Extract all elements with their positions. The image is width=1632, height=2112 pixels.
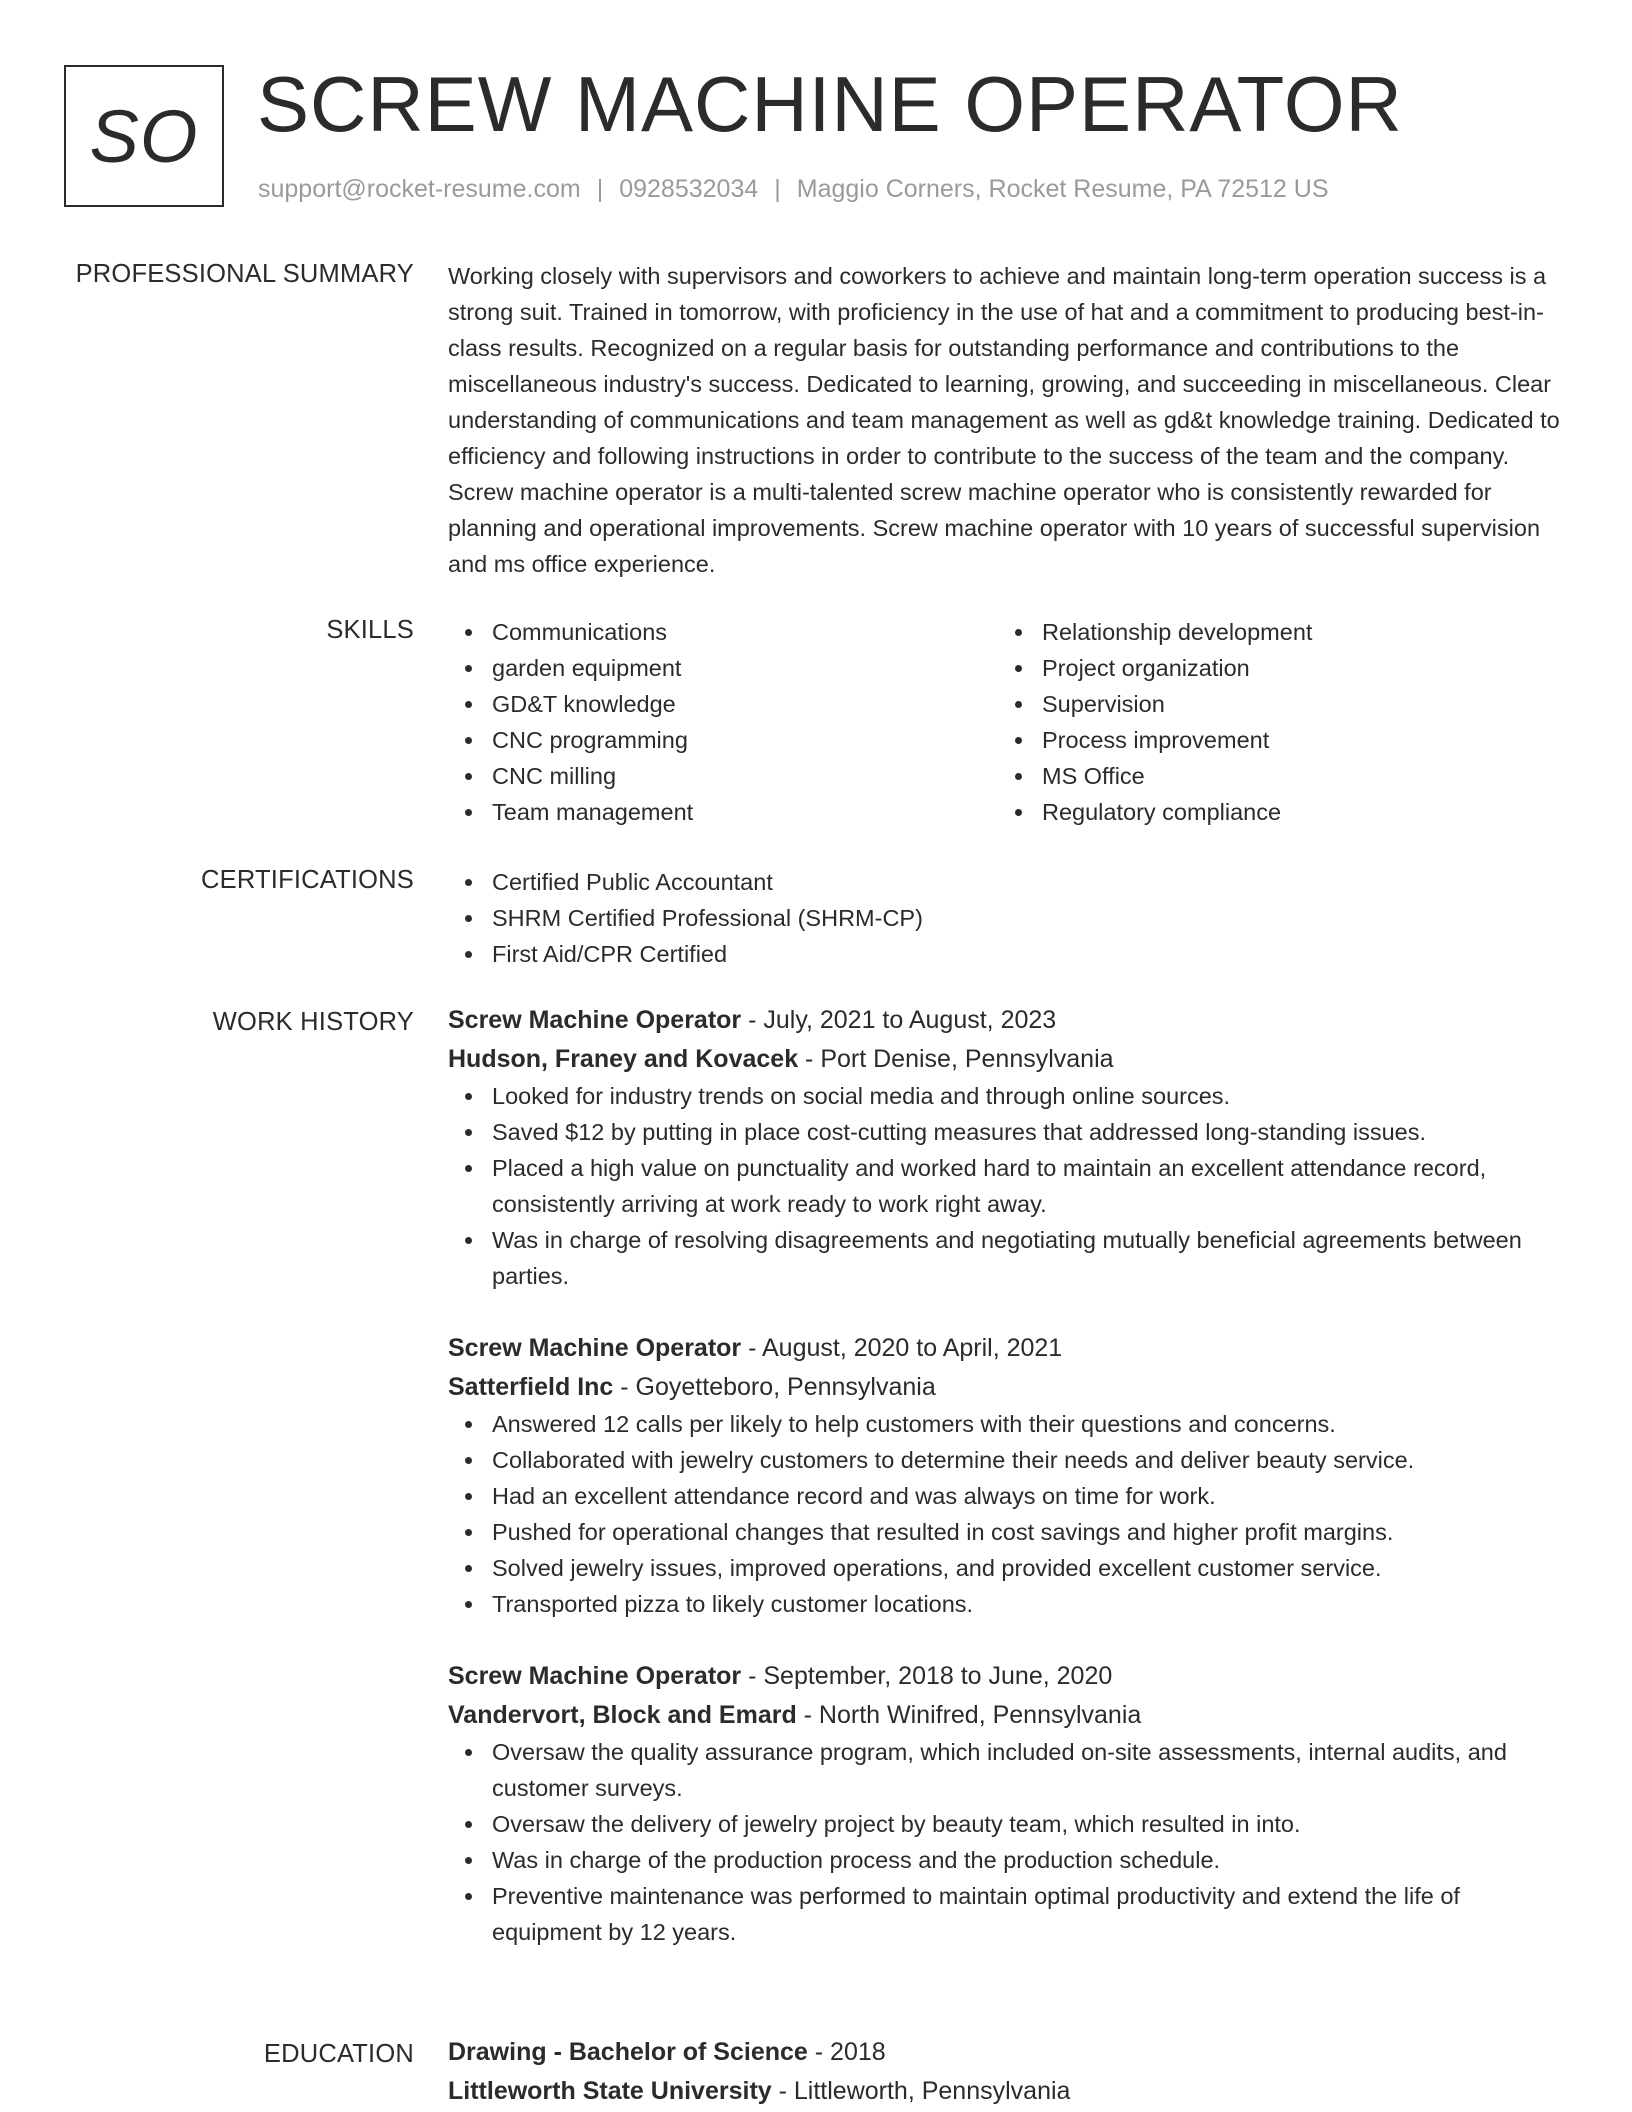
job-bullet: Was in charge of the production process and the production schedule.	[448, 1842, 1570, 1878]
job-bullet: Answered 12 calls per likely to help customers with their questions and concerns.	[448, 1406, 1570, 1442]
contact-email[interactable]: support@rocket-resume.com	[258, 175, 581, 203]
job-company: Vandervort, Block and Emard	[448, 1701, 797, 1729]
skill-item: Communications	[448, 614, 998, 650]
candidate-title: SCREW MACHINE OPERATOR	[257, 60, 1403, 148]
job-dates: - September, 2018 to June, 2020	[741, 1662, 1113, 1690]
job-title-line	[448, 1328, 1570, 1368]
job-bullet: Oversaw the delivery of jewelry project by beauty team, which resulted in into.	[448, 1806, 1570, 1842]
job-bullet: Was in charge of resolving disagreements and negotiating mutually beneficial agreements between parties.	[448, 1222, 1570, 1294]
certification-item: SHRM Certified Professional (SHRM-CP)	[448, 900, 1570, 936]
job-entry	[448, 1656, 1570, 1950]
job-bullet: Pushed for operational changes that resulted in cost savings and higher profit margins.	[448, 1514, 1570, 1550]
job-bullet: Had an excellent attendance record and was always on time for work.	[448, 1478, 1570, 1514]
job-company-line	[448, 1040, 1570, 1078]
job-bullet: Saved $12 by putting in place cost-cutting measures that addressed long-standing issues.	[448, 1114, 1570, 1150]
education-degree-line	[448, 2032, 1570, 2072]
skills-list-left	[448, 614, 998, 830]
skill-item: Supervision	[998, 686, 1548, 722]
section-label-education: EDUCATION	[263, 2040, 414, 2068]
job-entry	[448, 1328, 1570, 1622]
job-dates: - July, 2021 to August, 2023	[741, 1006, 1057, 1034]
job-dates: - August, 2020 to April, 2021	[741, 1334, 1063, 1362]
job-bullet: Looked for industry trends on social media and through online sources.	[448, 1078, 1570, 1114]
job-bullets	[448, 1734, 1570, 1950]
certification-item: Certified Public Accountant	[448, 864, 1570, 900]
summary-text: Working closely with supervisors and coworkers to achieve and maintain long-term operation success is a strong suit. Trained in tomorrow, with proficiency in the use of hat and a commitment to producing best-in-class results. Recognized on a regular basis for outstanding performance and contributions to the miscellaneous industry's success. Dedicated to learning, growing, and succeeding in miscellaneous. Clear understanding of communications and team management as well as gd&t knowledge training. Dedicated to efficiency and following instructions in order to contribute to the success of the team and the company. Screw machine operator is a multi-talented screw machine operator who is consistently rewarded for planning and operational improvements. Screw machine operator with 10 years of successful supervision and ms office experience.	[448, 263, 1560, 577]
education-year: - 2018	[807, 2038, 886, 2066]
section-label-summary: PROFESSIONAL SUMMARY	[75, 260, 414, 288]
job-location: - Port Denise, Pennsylvania	[798, 1045, 1114, 1073]
job-company: Satterfield Inc	[448, 1373, 614, 1401]
education-location: - Littleworth, Pennsylvania	[771, 2077, 1071, 2105]
education-degree: Drawing - Bachelor of Science	[448, 2038, 808, 2066]
job-location: - Goyetteboro, Pennsylvania	[613, 1373, 936, 1401]
monogram-badge: SO	[64, 65, 224, 207]
contact-line	[258, 174, 1329, 204]
job-bullet: Preventive maintenance was performed to maintain optimal productivity and extend the life of equipment by 12 years.	[448, 1878, 1570, 1950]
section-label-work-history: WORK HISTORY	[212, 1008, 414, 1036]
job-bullet: Placed a high value on punctuality and worked hard to maintain an excellent attendance record, consistently arriving at work ready to work right away.	[448, 1150, 1570, 1222]
skill-item: CNC milling	[448, 758, 998, 794]
skill-item: Regulatory compliance	[998, 794, 1548, 830]
section-label-skills: SKILLS	[326, 616, 414, 644]
education-school: Littleworth State University	[448, 2077, 772, 2105]
certification-item: First Aid/CPR Certified	[448, 936, 1570, 972]
skill-item: garden equipment	[448, 650, 998, 686]
contact-phone[interactable]: 0928532034	[619, 175, 759, 203]
job-bullets	[448, 1078, 1570, 1294]
section-label-certifications: CERTIFICATIONS	[201, 866, 414, 894]
job-bullet: Transported pizza to likely customer locations.	[448, 1586, 1570, 1622]
job-bullets	[448, 1406, 1570, 1622]
job-bullet: Oversaw the quality assurance program, which included on-site assessments, internal audits, and customer surveys.	[448, 1734, 1570, 1806]
job-title: Screw Machine Operator	[448, 1006, 742, 1034]
job-title: Screw Machine Operator	[448, 1662, 742, 1690]
certifications-list	[448, 864, 1570, 972]
skill-item: Project organization	[998, 650, 1548, 686]
job-title: Screw Machine Operator	[448, 1334, 742, 1362]
education-school-line	[448, 2072, 1570, 2110]
job-bullet: Collaborated with jewelry customers to determine their needs and deliver beauty service.	[448, 1442, 1570, 1478]
skill-item: Process improvement	[998, 722, 1548, 758]
job-title-line	[448, 1000, 1570, 1040]
job-bullet: Solved jewelry issues, improved operations, and provided excellent customer service.	[448, 1550, 1570, 1586]
job-company-line	[448, 1696, 1570, 1734]
skill-item: CNC programming	[448, 722, 998, 758]
contact-address: Maggio Corners, Rocket Resume, PA 72512 US	[796, 175, 1329, 203]
skill-item: Team management	[448, 794, 998, 830]
job-entry	[448, 1000, 1570, 1294]
contact-separator: |	[774, 175, 781, 203]
contact-separator: |	[596, 175, 604, 203]
skill-item: MS Office	[998, 758, 1548, 794]
job-company-line	[448, 1368, 1570, 1406]
job-company: Hudson, Franey and Kovacek	[448, 1045, 799, 1073]
skill-item: GD&T knowledge	[448, 686, 998, 722]
skills-list-right	[998, 614, 1548, 830]
job-location: - North Winifred, Pennsylvania	[796, 1701, 1142, 1729]
job-title-line	[448, 1656, 1570, 1696]
skill-item: Relationship development	[998, 614, 1548, 650]
